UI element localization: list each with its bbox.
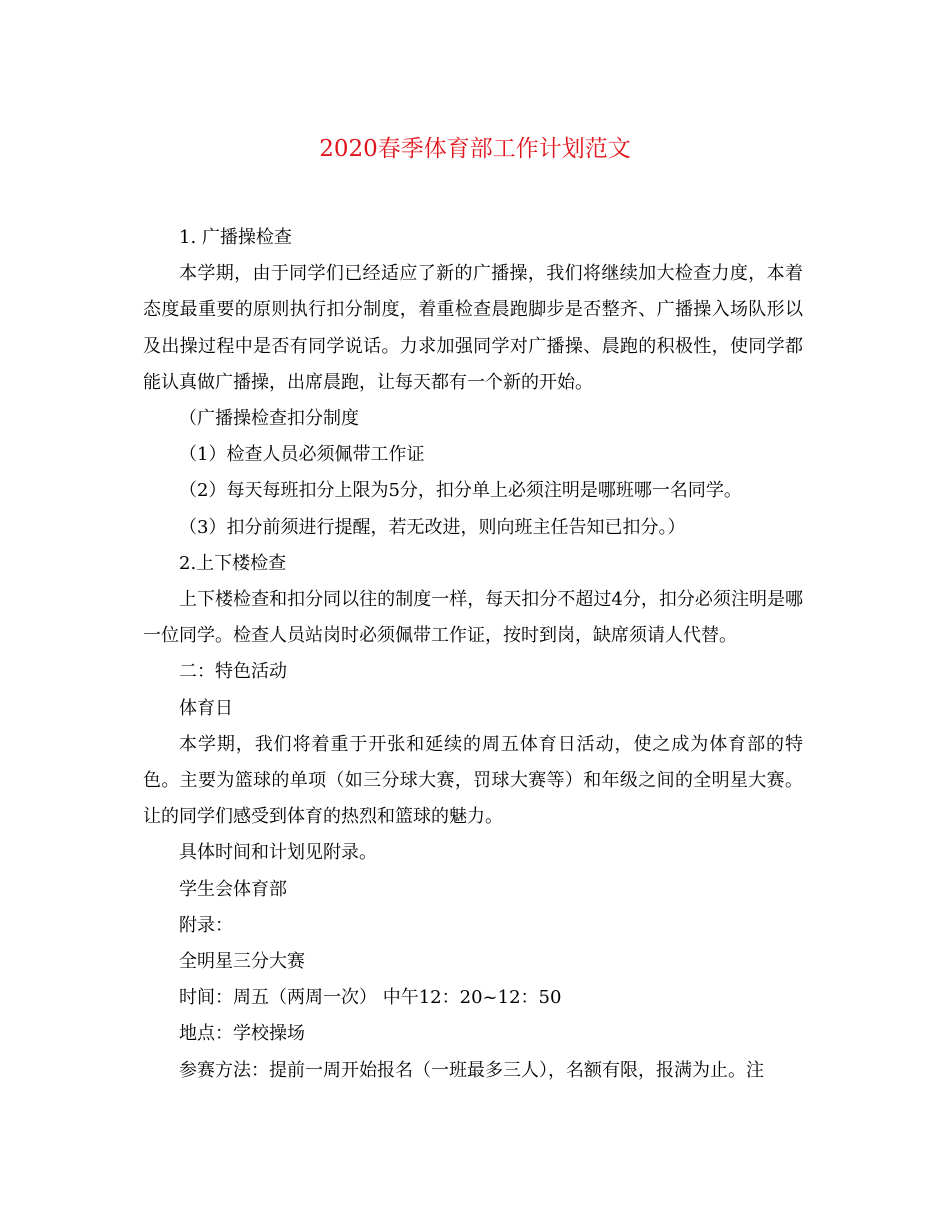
heading-stairs-check: 2.上下楼检查: [179, 552, 287, 574]
event-location: 地点：学校操场: [179, 1023, 305, 1045]
deduction-rule-2: （2）每天每班扣分上限为5分，扣分单上必须注明是哪班哪一名同学。: [179, 480, 742, 502]
deduction-rule-1: （1）检查人员必须佩带工作证: [179, 444, 425, 466]
heading-appendix: 附录：: [179, 914, 233, 936]
deduction-rule-3: （3）扣分前须进行提醒，若无改进，则向班主任告知已扣分。）: [179, 516, 686, 538]
document-body: [143, 220, 803, 1089]
event-time: 时间：周五（两周一次） 中午12：20~12：50: [179, 987, 562, 1009]
paragraph-broadcast-exercise: 本学期，由于同学们已经适应了新的广播操，我们将继续加大检查力度，本着态度最重要的原则执行扣分制度，着重检查晨跑脚步是否整齐、广播操入场队形以及出操过程中是否有同学说话。力求加强同学对广播操、晨跑的积极性，使同学都能认真做广播操，出席晨跑，让每天都有一个新的开始。: [143, 263, 803, 393]
heading-broadcast-exercise-check: 1. 广播操检查: [179, 227, 292, 248]
paragraph-stairs-check: 上下楼检查和扣分同以往的制度一样，每天扣分不超过4分，扣分必须注明是哪一位同学。检查人员站岗时必须佩带工作证，按时到岗，缺席须请人代替。: [143, 589, 803, 647]
heading-sports-day: 体育日: [179, 697, 233, 719]
paragraph-see-appendix: 具体时间和计划见附录。: [179, 842, 377, 864]
deduction-rules-heading: （广播操检查扣分制度: [179, 408, 359, 430]
event-registration: 参赛方法：提前一周开始报名（一班最多三人），名额有限，报满为止。注: [179, 1059, 764, 1081]
heading-special-activities: 二：特色活动: [179, 661, 287, 683]
document-title: 2020春季体育部工作计划范文: [319, 136, 631, 162]
paragraph-sports-day: 本学期，我们将着重于开张和延续的周五体育日活动，使之成为体育部的特色。主要为篮球的单项（如三分球大赛，罚球大赛等）和年级之间的全明星大赛。让的同学们感受到体育的热烈和篮球的魅力。: [143, 733, 803, 828]
signature-sports-department: 学生会体育部: [179, 878, 287, 900]
heading-all-star-three-point: 全明星三分大赛: [179, 951, 305, 973]
